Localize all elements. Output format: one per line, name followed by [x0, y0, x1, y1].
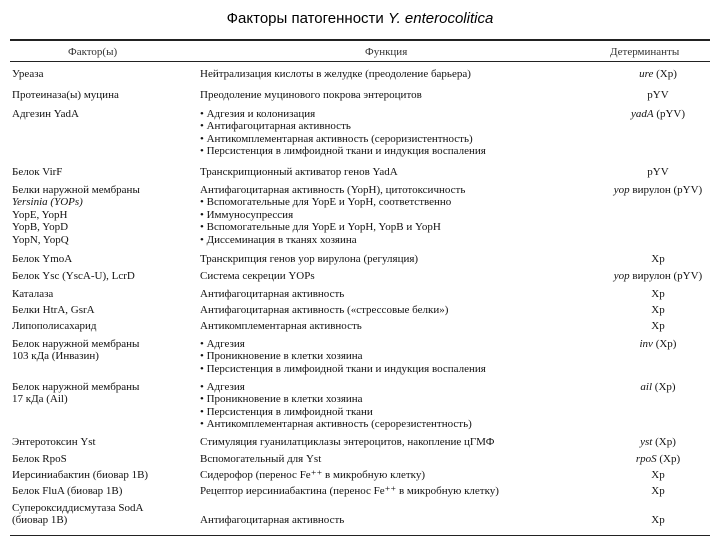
factor-cell	[12, 304, 190, 316]
factor-cell	[12, 502, 190, 527]
factor-line: Белок Ysc (YscA-U), LcrD	[12, 270, 135, 282]
factor-cell	[12, 338, 190, 363]
determinant-cell	[608, 338, 708, 350]
function-line: Сидерофор (перенос Fe⁺⁺ в микробную клетку)	[200, 469, 426, 481]
determinant-location: (Xp)	[652, 381, 676, 393]
function-line: Транскрипция генов yop вирулона (регуляция)	[200, 253, 419, 265]
determinant-cell	[608, 253, 708, 265]
factor-line: Белок наружной мембраны	[12, 381, 140, 393]
determinant-cell	[608, 288, 708, 300]
function-bullet: • Персистенция в лимфоидной ткани и индукция воспаления	[200, 363, 600, 375]
factor-line: 103 кДа (Инвазин)	[12, 350, 99, 363]
determinant-cell	[608, 68, 708, 80]
factor-cell	[12, 108, 190, 120]
function-line: Транскрипционный активатор генов YadA	[200, 166, 398, 178]
function-cell	[200, 338, 600, 375]
function-line: Стимуляция гуанилатциклазы энтероцитов, накопление цГМФ	[200, 436, 495, 448]
factor-cell	[12, 184, 190, 246]
factor-cell	[12, 166, 190, 178]
function-cell	[200, 184, 600, 246]
factor-cell	[12, 68, 190, 80]
function-bullet: • Адгезия	[200, 338, 600, 350]
bottom-rule	[10, 535, 710, 536]
function-bullet: • Проникновение в клетки хозяина	[200, 393, 600, 405]
function-bullet: • Вспомогательные для YopE и YopH, соответственно	[200, 196, 600, 208]
function-bullet: • Персистенция в лимфоидной ткани и индукция воспаления	[200, 145, 600, 157]
factor-line: Уреаза	[12, 68, 44, 80]
function-cell	[200, 288, 600, 300]
determinant-cell	[608, 469, 708, 481]
factor-line: Энтеротоксин Yst	[12, 436, 96, 448]
function-line: Преодоление муцинового покрова энтероцитов	[200, 89, 422, 101]
factor-line: (биовар 1B)	[12, 514, 68, 527]
function-bullet: • Антикомплементарная активность (сероризистентность)	[200, 133, 600, 145]
factor-line: Белок FluA (биовар 1B)	[12, 485, 123, 497]
factor-cell	[12, 453, 190, 465]
factor-line: YopB, YopD	[12, 221, 69, 234]
header-function: Функция	[365, 46, 408, 58]
function-line: Антифагоцитарная активность	[200, 288, 345, 300]
factor-line: Иерсиниабактин (биовар 1B)	[12, 469, 149, 481]
factor-cell	[12, 288, 190, 300]
function-bullet: • Антифагоцитарная активность	[200, 120, 600, 132]
determinant-location: Xp	[651, 288, 665, 300]
function-cell	[200, 89, 600, 101]
determinant-location: вирулон (pYV)	[629, 270, 703, 282]
function-cell	[200, 320, 600, 332]
function-cell	[200, 68, 600, 80]
top-rule	[10, 39, 710, 41]
function-line: Антифагоцитарная активность	[200, 514, 345, 527]
function-cell	[200, 108, 600, 158]
determinant-cell	[608, 184, 708, 196]
determinant-cell	[608, 514, 708, 526]
page-title	[0, 10, 720, 27]
function-line: Антикомплементарная активность	[200, 320, 362, 332]
determinant-cell	[608, 436, 708, 448]
determinant-location: Xp	[651, 253, 665, 265]
function-line: Вспомогательный для Yst	[200, 453, 322, 465]
function-bullet: • Адгезия и колонизация	[200, 108, 600, 120]
title-main: Факторы патогенности	[226, 10, 384, 27]
determinant-cell	[608, 166, 708, 178]
function-bullet: • Иммуносупрессия	[200, 209, 600, 221]
gene-name: ail	[640, 381, 653, 393]
function-bullet: • Персистенция в лимфоидной ткани	[200, 406, 600, 418]
factor-line: YopN, YopQ	[12, 233, 69, 246]
gene-name: inv	[639, 338, 653, 350]
gene-name: yop	[613, 270, 630, 282]
function-cell	[200, 502, 600, 527]
factor-line: Супероксиддисмутаза SodA	[12, 502, 144, 514]
function-line: Нейтрализация кислоты в желудке (преодоление барьера)	[200, 68, 471, 80]
gene-name: yst	[640, 436, 653, 448]
determinant-cell	[608, 320, 708, 332]
factor-line: Белки HtrA, GsrA	[12, 304, 95, 316]
determinant-cell	[608, 381, 708, 393]
factor-line: YopE, YopH	[12, 208, 68, 221]
determinant-cell	[608, 453, 708, 465]
factor-line: Белок VirF	[12, 166, 63, 178]
factor-cell	[12, 485, 190, 497]
factor-line: Белок YmoA	[12, 253, 73, 265]
gene-name: ure	[639, 68, 654, 80]
determinant-location: pYV	[647, 166, 669, 178]
determinant-cell	[608, 108, 708, 120]
function-line: Рецептор иерсиниабактина (перенос Fe⁺⁺ в микробную клетку)	[200, 485, 499, 497]
function-line	[200, 502, 600, 514]
determinant-location: (Xp)	[652, 436, 676, 448]
determinant-location: (Xp)	[653, 68, 677, 80]
factor-line: Липополисахарид	[12, 320, 97, 332]
function-cell	[200, 469, 600, 481]
function-cell	[200, 166, 600, 178]
function-cell	[200, 381, 600, 431]
function-bullet: • Диссеминация в тканях хозяина	[200, 234, 600, 246]
determinant-location: Xp	[651, 304, 665, 316]
factor-line: Каталаза	[12, 288, 54, 300]
determinant-location: (pYV)	[653, 108, 686, 120]
header-factor: Фактор(ы)	[68, 46, 118, 58]
determinant-location: pYV	[647, 89, 669, 101]
determinant-cell	[608, 304, 708, 316]
factor-cell	[12, 253, 190, 265]
gene-name: yadA	[630, 108, 654, 120]
determinant-cell	[608, 270, 708, 282]
function-bullet: • Антикомплементарная активность (серорезистентность)	[200, 418, 600, 430]
header-determinant: Детерминанты	[610, 46, 680, 58]
determinant-location: (Xp)	[656, 453, 681, 465]
factor-line: Протеиназа(ы) муцина	[12, 89, 119, 101]
function-cell	[200, 253, 600, 265]
factor-line: Адгезин YadA	[12, 108, 79, 120]
determinant-location: Xp	[651, 514, 665, 526]
factor-line: Белок RpoS	[12, 453, 67, 465]
function-cell	[200, 304, 600, 316]
function-cell	[200, 436, 600, 448]
factor-line: Белок наружной мембраны	[12, 338, 140, 350]
factor-line: Белки наружной мембраны	[12, 184, 140, 196]
function-cell	[200, 453, 600, 465]
factor-cell	[12, 469, 190, 481]
factor-cell	[12, 320, 190, 332]
factor-line: Yersinia (YOPs)	[12, 196, 83, 209]
determinant-location: Xp	[651, 485, 665, 497]
determinant-location: (Xp)	[652, 338, 677, 350]
function-line: Антифагоцитарная активность («стрессовые белки»)	[200, 304, 449, 316]
header-rule	[10, 61, 710, 62]
title-species: Y. enterocolitica	[387, 10, 494, 27]
function-bullet: • Проникновение в клетки хозяина	[200, 350, 600, 362]
gene-name: rpoS	[635, 453, 657, 465]
function-line: Система секреции YOPs	[200, 270, 315, 282]
function-cell	[200, 270, 600, 282]
determinant-cell	[608, 485, 708, 497]
function-line: Антифагоцитарная активность (YopH), цитотоксичность	[200, 184, 466, 196]
determinant-cell	[608, 89, 708, 101]
factor-cell	[12, 436, 190, 448]
determinant-location: Xp	[651, 469, 665, 481]
factor-cell	[12, 381, 190, 406]
function-cell	[200, 485, 600, 497]
factor-line: 17 кДа (Ail)	[12, 393, 68, 406]
factor-cell	[12, 270, 190, 282]
function-bullet: • Адгезия	[200, 381, 600, 393]
determinant-location: Xp	[651, 320, 665, 332]
factor-cell	[12, 89, 190, 101]
gene-name: yop	[613, 184, 630, 196]
determinant-location: вирулон (pYV)	[629, 184, 703, 196]
function-bullet: • Вспомогательные для YopE и YopH, YopB и YopH	[200, 221, 600, 233]
